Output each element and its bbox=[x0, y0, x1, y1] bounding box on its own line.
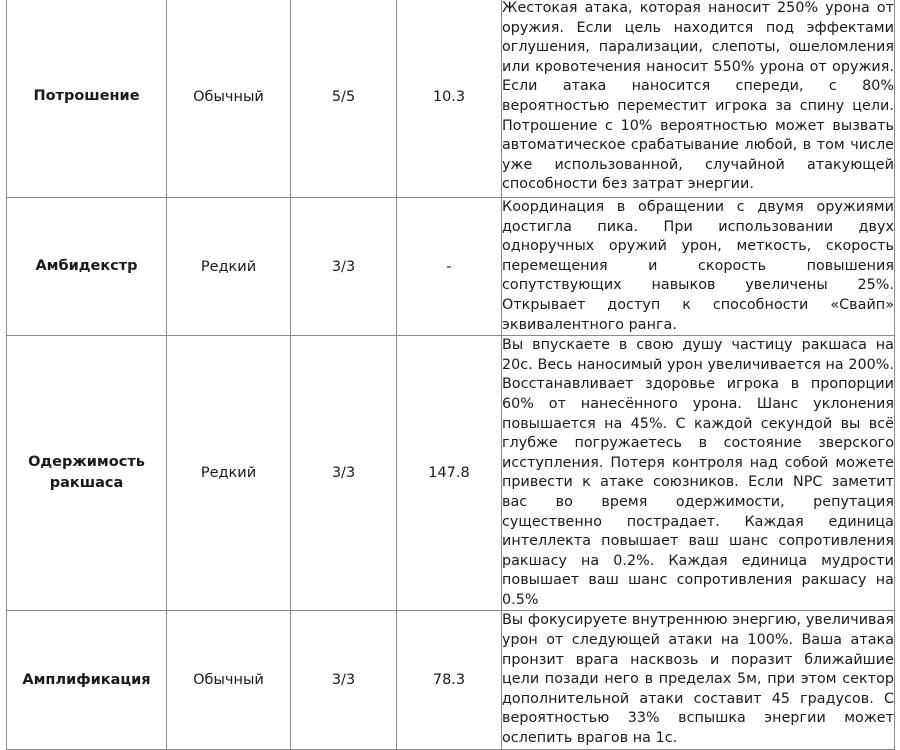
table-row bbox=[7, 611, 895, 749]
skill-name: Амплификация bbox=[7, 611, 167, 749]
skill-cost: - bbox=[397, 198, 502, 336]
table-row bbox=[7, 0, 895, 198]
skill-level: 3/3 bbox=[291, 611, 397, 749]
skill-rarity: Обычный bbox=[167, 611, 291, 749]
skill-level: 5/5 bbox=[291, 0, 397, 198]
skill-description: Жестокая атака, которая наносит 250% урона от оружия. Если цель находится под эффектами оглушения, парализации, слепоты, ошеломления или кровотечения наносит 550% урона от оружия. Если атака наносится спереди, с 80% вероятностью переместит игрока за спину цели. Потрошение с 10% вероятностью может вызвать автоматическое срабатывание любой, в том числе уже использованной, случайной атакующей способности без затрат энергии. bbox=[502, 0, 895, 198]
skill-name: Потрошение bbox=[7, 0, 167, 198]
table-row bbox=[7, 336, 895, 611]
skill-description: Вы впускаете в свою душу частицу ракшаса на 20с. Весь наносимый урон увеличивается на 200%. Восстанавливает здоровье игрока в пропорции 60% от нанесённого урона. Шанс уклонения повышается на 45%. С каждой секундой вы всё глубже погружаетесь в состояние зверского исступления. Потеря контроля над собой можете привести к атаке союзников. Если NPC заметит вас во время одержимости, репутация существенно пострадает. Каждая единица интеллекта повышает ваш шанс сопротивления ракшасу на 0.2%. Каждая единица мудрости повышает ваш шанс сопротивления ракшасу на 0.5% bbox=[502, 336, 895, 611]
skill-cost: 10.3 bbox=[397, 0, 502, 198]
skill-level: 3/3 bbox=[291, 198, 397, 336]
skill-description: Вы фокусируете внутреннюю энергию, увеличивая урон от следующей атаки на 100%. Ваша атака пронзит врага насквозь и поразит ближайшие цели позади него в пределах 5м, при этом сектор дополнительной атаки составит 45 градусов. С вероятностью 33% вспышка энергии может ослепить врагов на 1с. bbox=[502, 611, 895, 749]
skill-name: Одержимость ракшаса bbox=[7, 336, 167, 611]
skills-table bbox=[6, 0, 895, 750]
skill-level: 3/3 bbox=[291, 336, 397, 611]
skill-rarity: Редкий bbox=[167, 336, 291, 611]
table-row bbox=[7, 198, 895, 336]
skill-cost: 78.3 bbox=[397, 611, 502, 749]
skill-description: Координация в обращении с двумя оружиями достигла пика. При использовании двух одноручных оружий урон, меткость, скорость перемещения и скорость повышения сопутствующих навыков увеличены 25%. Открывает доступ к способности «Свайп» эквивалентного ранга. bbox=[502, 198, 895, 336]
skill-rarity: Редкий bbox=[167, 198, 291, 336]
skill-cost: 147.8 bbox=[397, 336, 502, 611]
skill-name: Амбидекстр bbox=[7, 198, 167, 336]
skill-rarity: Обычный bbox=[167, 0, 291, 198]
